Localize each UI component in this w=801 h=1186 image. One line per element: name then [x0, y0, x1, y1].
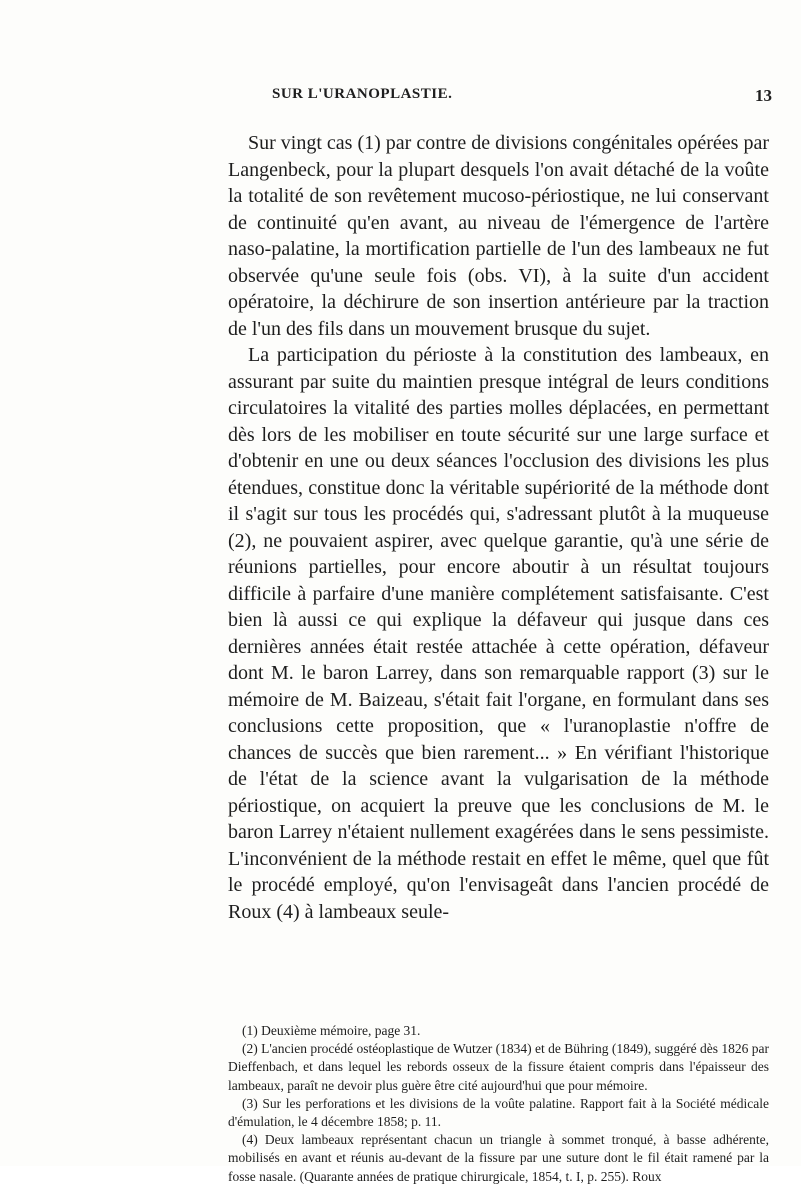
- footnote: (2) L'ancien procédé ostéoplastique de Wutzer (1834) et de Bühring (1849), suggéré dès 1826 par Dieffenbach, et dans lequel les rebords osseux de la fissure étaient compris dans l'épaisseur des lambeaux, paraît ne devoir plus guère être cité aujourd'hui que pour mémoire.: [228, 1041, 769, 1093]
- running-title: SUR L'URANOPLASTIE.: [272, 86, 453, 102]
- main-text: [228, 130, 769, 925]
- paragraph: Sur vingt cas (1) par contre de divisions congénitales opérées par Langenbeck, pour la plupart desquels l'on avait détaché de la voûte la totalité de son revêtement mucoso-périostique, ne lui conservant de continuité qu'en avant, au niveau de l'émergence de l'artère naso-palatine, la mortification partielle de l'un des lambeaux ne fut observée qu'une seule fois (obs. VI), à la suite d'un accident opératoire, la déchirure de son insertion antérieure par la traction de l'un des fils dans un mouvement brusque du sujet.: [228, 132, 769, 340]
- footnote: (3) Sur les perforations et les divisions de la voûte palatine. Rapport fait à la Société médicale d'émulation, le 4 décembre 1858; p. 11.: [228, 1095, 769, 1130]
- page-header: [252, 86, 772, 108]
- footnote: (1) Deuxième mémoire, page 31.: [242, 1023, 421, 1038]
- paragraph: La participation du périoste à la constitution des lambeaux, en assurant par suite du maintien presque intégral de leurs conditions circulatoires la vitalité des parties molles déplacées, en permettant dès lors de les mobiliser en toute sécurité sur une large surface et d'obtenir en une ou deux séances l'occlusion des divisions les plus étendues, constitue donc la véritable supériorité de la méthode dont il s'agit sur tous les procédés qui, s'adressant plutôt à la muqueuse (2), ne pouvaient aspirer, avec quelque garantie, qu'à une série de réunions partielles, pour encore aboutir à un résultat toujours difficile à parfaire d'une manière complétement satisfaisante. C'est bien là aussi ce qui explique la défaveur qui jusque dans ces dernières années était restée attachée à cette opération, défaveur dont M. le baron Larrey, dans son remarquable rapport (3) sur le mémoire de M. Baizeau, s'était fait l'organe, en formulant dans ses conclusions cette proposition, que « l'uranoplastie n'offre de chances de succès que bien rarement... » En vérifiant l'historique de l'état de la science avant la vulgarisation de la méthode périostique, on acquiert la preuve que les conclusions de M. le baron Larrey n'étaient nullement exagérées dans le sens pessimiste. L'inconvénient de la méthode restait en effet le même, quel que fût le procédé employé, qu'on l'envisageât dans l'ancien procédé de Roux (4) à lambeaux seule-: [228, 344, 769, 923]
- page-number: 13: [755, 86, 772, 105]
- footnote: (4) Deux lambeaux représentant chacun un triangle à sommet tronqué, à basse adhérente, mobilisés en avant et réunis au-devant de la fissure par une suture dont le fil était ramené par la fosse nasale. (Quarante années de pratique chirurgicale, 1854, t. I, p. 255). Roux: [228, 1132, 769, 1184]
- footnotes: [228, 1022, 769, 1186]
